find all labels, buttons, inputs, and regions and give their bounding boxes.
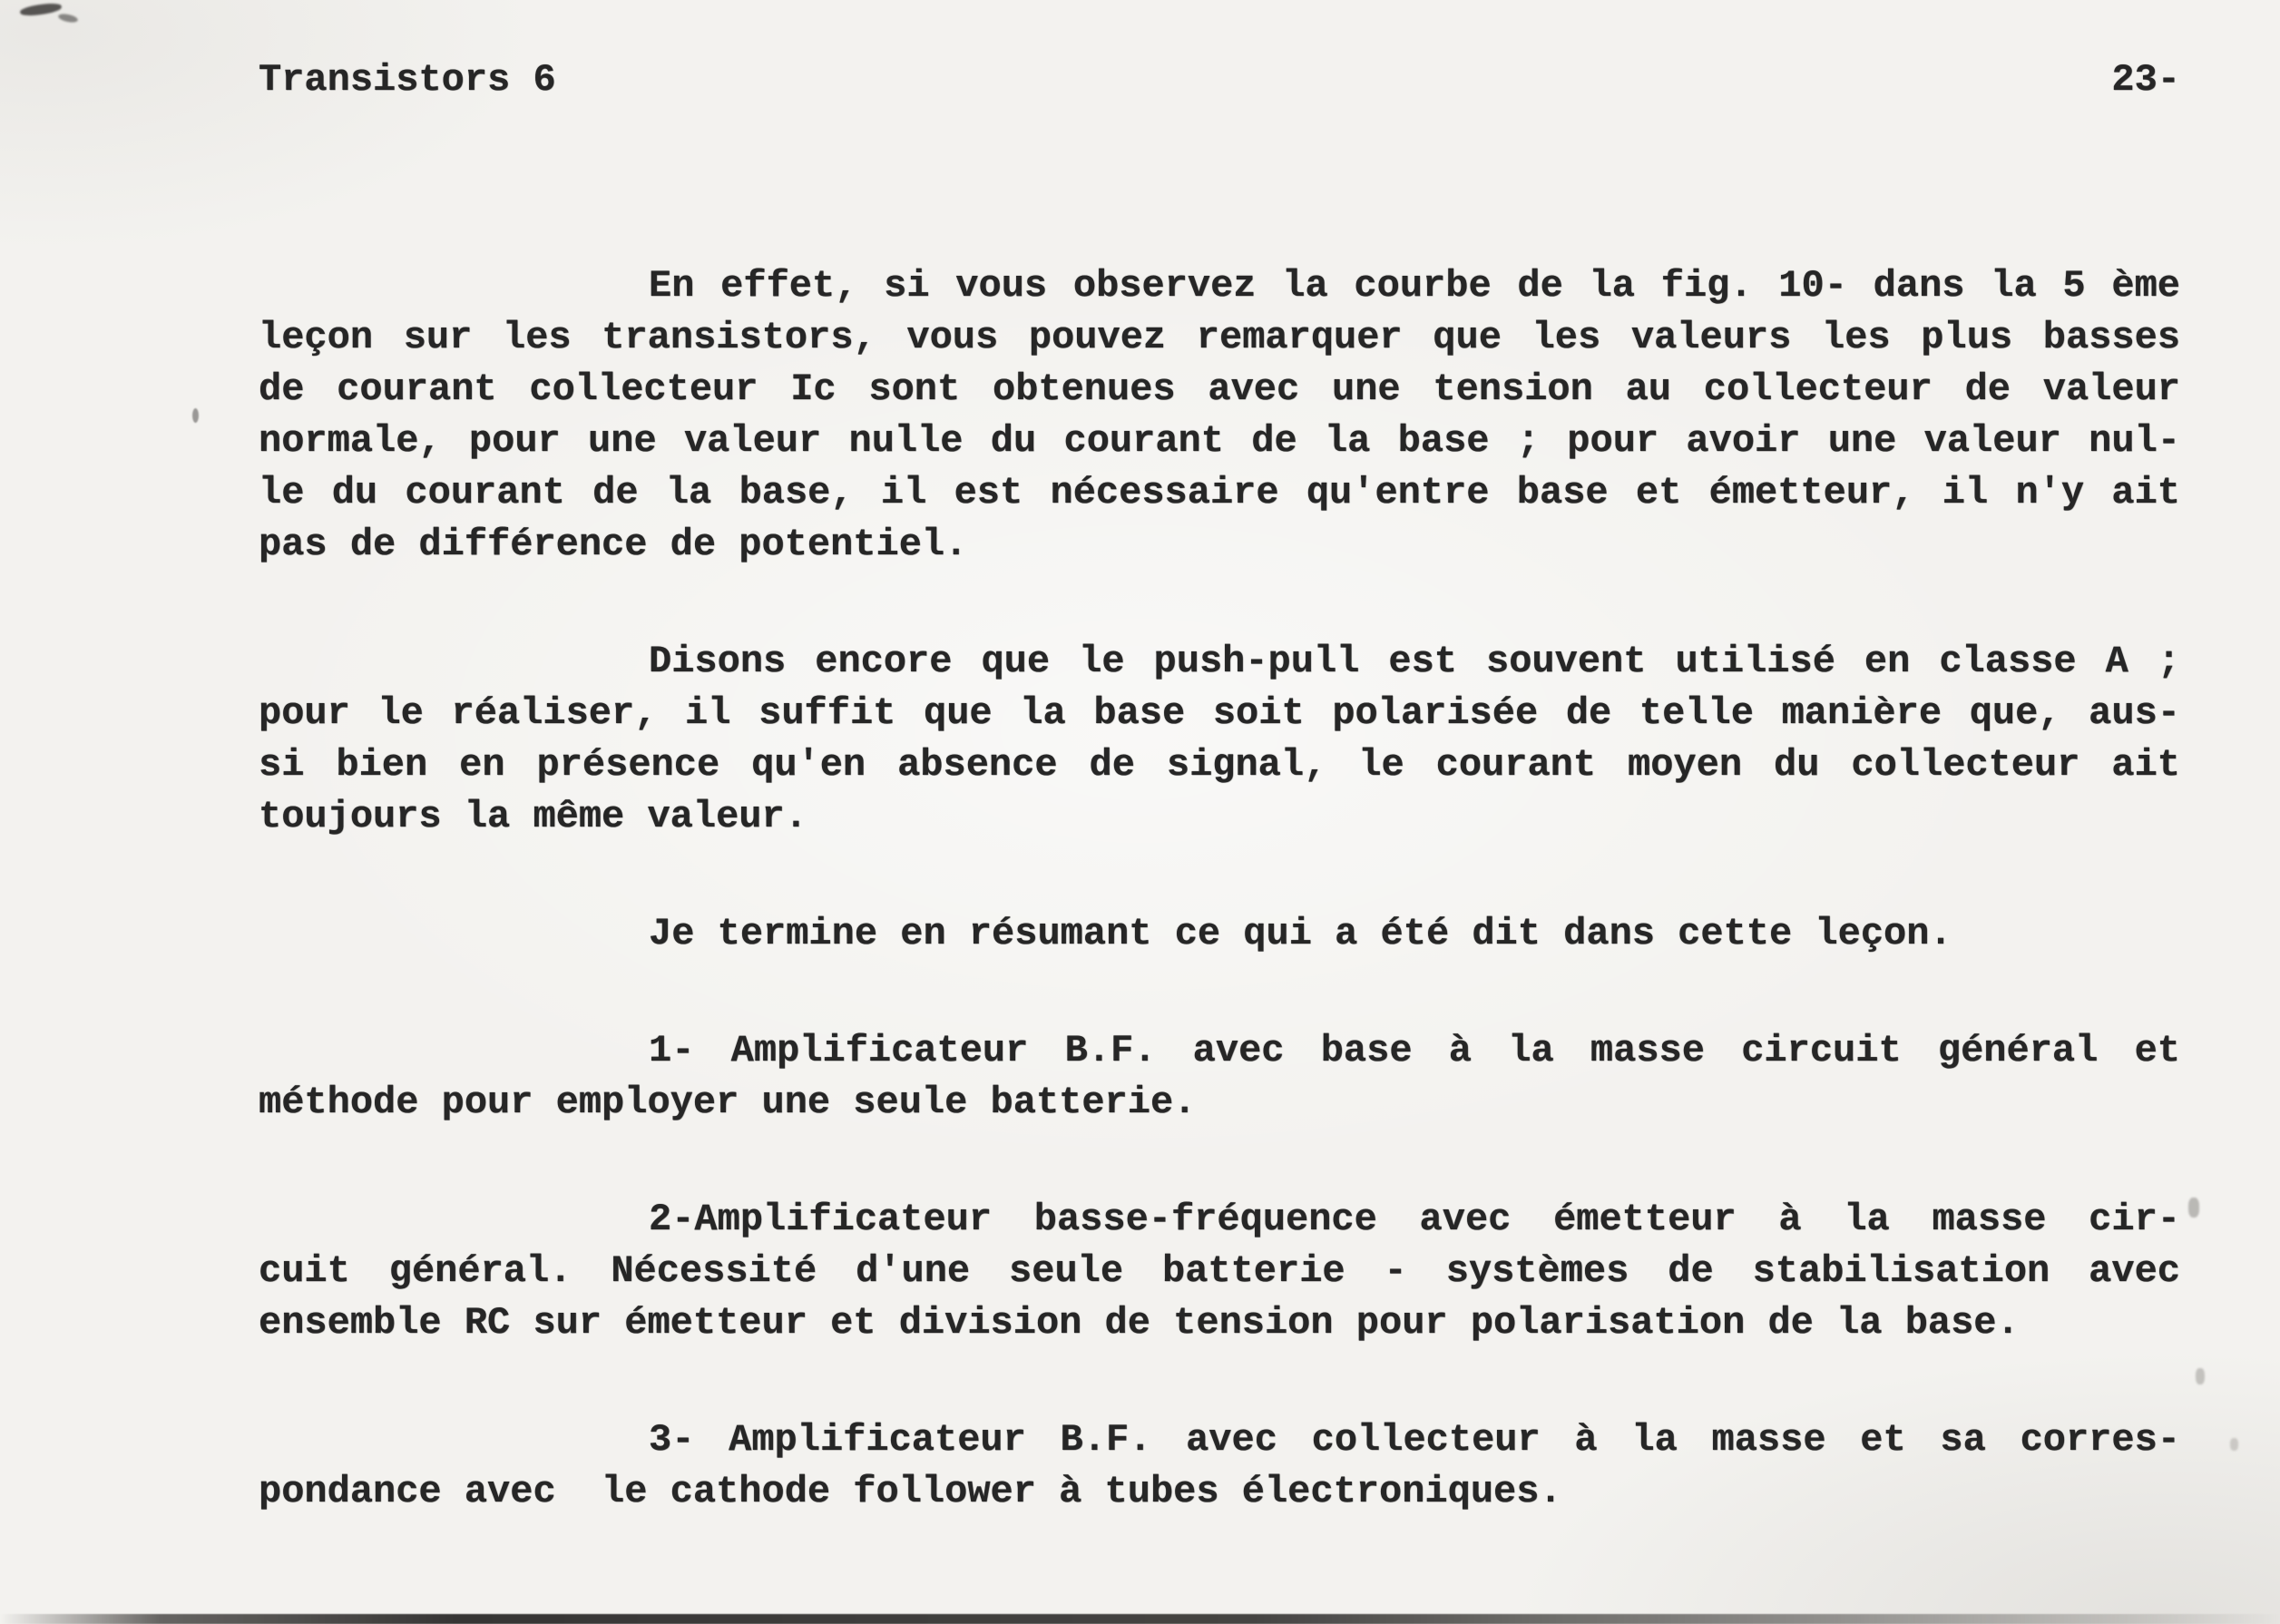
text-line: normale, pour une valeur nulle du courant de la base ; pour avoir une valeur nul- xyxy=(259,419,2180,463)
text-line: cuit général. Nécessité d'une seule batterie - systèmes de stabilisation avec xyxy=(259,1249,2180,1293)
text-line: pour le réaliser, il suffit que la base soit polarisée de telle manière que, aus- xyxy=(259,691,2180,735)
text-line: 2-Amplificateur basse-fréquence avec émetteur à la masse cir- xyxy=(649,1198,2180,1241)
text-line: 1- Amplificateur B.F. avec base à la masse circuit général et xyxy=(649,1029,2180,1072)
running-header xyxy=(259,54,2180,106)
document-title: Transistors 6 xyxy=(259,58,556,102)
text-line: En effet, si vous observez la courbe de la fig. 10- dans la 5 ème xyxy=(649,264,2180,308)
paragraph-3 xyxy=(259,908,2180,960)
text-line: de courant collecteur Ic sont obtenues avec une tension au collecteur de valeur xyxy=(259,367,2180,411)
text-line: 3- Amplificateur B.F. avec collecteur à la masse et sa corres- xyxy=(649,1418,2180,1462)
page-number: 23- xyxy=(2111,58,2180,102)
text-line: leçon sur les transistors, vous pouvez remarquer que les valeurs les plus basses xyxy=(259,316,2180,359)
summary-item-2 xyxy=(259,1194,2180,1349)
document-body xyxy=(259,260,2180,1518)
text-line: pondance avec le cathode follower à tubes électroniques. xyxy=(259,1470,1562,1513)
text-line: pas de différence de potentiel. xyxy=(259,523,968,566)
paragraph-1 xyxy=(259,260,2180,571)
text-line: Disons encore que le push-pull est souvent utilisé en classe A ; xyxy=(649,640,2180,683)
text-line: Je termine en résumant ce qui a été dit dans cette leçon. xyxy=(649,912,1952,955)
text-line: ensemble RC sur émetteur et division de tension pour polarisation de la base. xyxy=(259,1301,2020,1345)
text-line: méthode pour employer une seule batterie. xyxy=(259,1081,1197,1124)
summary-item-3 xyxy=(259,1414,2180,1518)
summary-item-1 xyxy=(259,1025,2180,1129)
text-line: toujours la même valeur. xyxy=(259,795,807,838)
text-line: si bien en présence qu'en absence de signal, le courant moyen du collecteur ait xyxy=(259,743,2180,787)
paragraph-2 xyxy=(259,636,2180,843)
text-line: le du courant de la base, il est nécessaire qu'entre base et émetteur, il n'y ait xyxy=(259,471,2180,514)
